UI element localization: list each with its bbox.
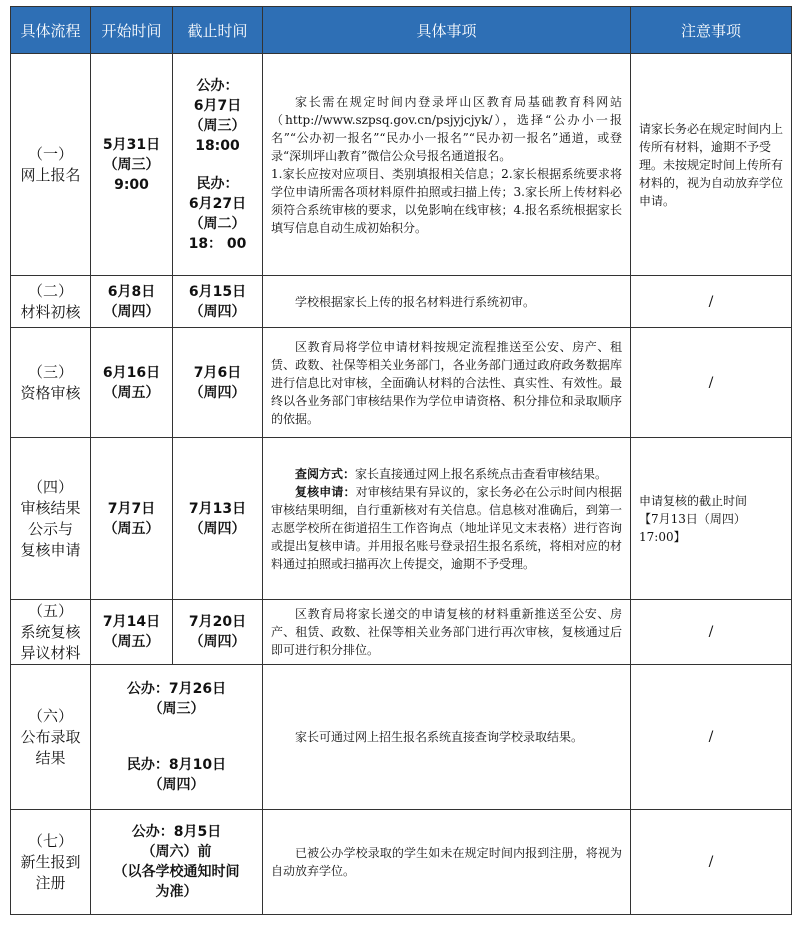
table-header-row (11, 7, 792, 54)
start-time-cell: 6月8日 （周四） (91, 276, 173, 328)
detail-cell: 家长可通过网上招生报名系统直接查询学校录取结果。 (263, 665, 631, 810)
stage-cell: （六） 公布录取 结果 (11, 665, 91, 810)
lookup-method-label: 查阅方式： (295, 466, 356, 481)
stage-cell: （七） 新生报到 注册 (11, 810, 91, 915)
stage-cell: （二） 材料初核 (11, 276, 91, 328)
table-row (11, 438, 792, 600)
detail-cell: 已被公办学校录取的学生如未在规定时间内报到注册，将视为自动放弃学位。 (263, 810, 631, 915)
detail-cell: 查阅方式：家长直接通过网上报名系统点击查看审核结果。 复核申请：对审核结果有异议的，家长务必在公示时间内根据审核结果明细，自行重新核对有关信息。信息核对准确后，到第一志愿学校所在街道招生工作咨询点（地址详见文末表格）进行咨询或提出复核申请。并用报名账号登录招生报名系统，将相对应的材料通过拍照或扫描再次上传提交，逾期不予受理。 (263, 438, 631, 600)
table-row (11, 665, 792, 810)
time-cell: 公办：7月26日 （周三） 民办：8月10日 （周四） (91, 665, 263, 810)
header-process: 具体流程 (11, 7, 91, 54)
end-time-cell: 7月20日 （周四） (173, 600, 263, 665)
end-time-cell: 7月6日 （周四） (173, 328, 263, 438)
header-start-time: 开始时间 (91, 7, 173, 54)
note-cell: / (631, 600, 792, 665)
note-cell: / (631, 810, 792, 915)
end-time-cell: 6月15日 （周四） (173, 276, 263, 328)
header-end-time: 截止时间 (173, 7, 263, 54)
detail-cell: 区教育局将家长递交的申请复核的材料重新推送至公安、房产、租赁、政数、社保等相关业务部门进行再次审核，复核通过后即可进行积分排位。 (263, 600, 631, 665)
stage-cell: （三） 资格审核 (11, 328, 91, 438)
detail-cell: 家长需在规定时间内登录坪山区教育局基础教育科网站（http://www.szpsq.gov.cn/psjyjcjyk/），选择“公办小一报名”“公办初一报名”“民办小一报名”“民办初一报名”通道，或登录“深圳坪山教育”微信公众号报名通道报名。 1.家长应按对应项目、类别填报相关信息；2.家长根据系统要求将学位申请所需各项材料原件拍照或扫描上传；3.家长所上传材料必须符合系统审核的要求，以免影响在线审核；4.报名系统根据家长填写信息自动生成初始积分。 (263, 54, 631, 276)
end-time-cell: 7月13日 （周四） (173, 438, 263, 600)
stage-cell: （一） 网上报名 (11, 54, 91, 276)
header-notes: 注意事项 (631, 7, 792, 54)
enrollment-schedule-table (10, 6, 792, 915)
review-request-label: 复核申请： (295, 484, 356, 499)
header-details: 具体事项 (263, 7, 631, 54)
start-time-cell: 5月31日 （周三） 9:00 (91, 54, 173, 276)
detail-cell: 学校根据家长上传的报名材料进行系统初审。 (263, 276, 631, 328)
note-cell: / (631, 665, 792, 810)
note-cell: / (631, 328, 792, 438)
note-cell: / (631, 276, 792, 328)
note-cell: 申请复核的截止时间 【7月13日（周四） 17:00】 (631, 438, 792, 600)
table-row (11, 600, 792, 665)
time-cell: 公办：8月5日 （周六）前 （以各学校通知时间 为准） (91, 810, 263, 915)
start-time-cell: 6月16日 （周五） (91, 328, 173, 438)
table-row (11, 810, 792, 915)
table-row (11, 54, 792, 276)
table-row (11, 276, 792, 328)
stage-cell: （五） 系统复核 异议材料 (11, 600, 91, 665)
detail-cell: 区教育局将学位申请材料按规定流程推送至公安、房产、租赁、政数、社保等相关业务部门，各业务部门通过政府政务数据库进行信息比对审核，全面确认材料的合法性、真实性、有效性。最终以各业务部门审核结果作为学位申请资格、积分排位和录取顺序的依据。 (263, 328, 631, 438)
start-time-cell: 7月7日 （周五） (91, 438, 173, 600)
table-row (11, 328, 792, 438)
end-time-cell: 公办： 6月7日 （周三） 18:00 民办： 6月27日 （周二） 18： 00 (173, 54, 263, 276)
note-cell: 请家长务必在规定时间内上传所有材料，逾期不予受理。未按规定时间上传所有材料的，视为自动放弃学位申请。 (631, 54, 792, 276)
stage-cell: （四） 审核结果 公示与 复核申请 (11, 438, 91, 600)
start-time-cell: 7月14日 （周五） (91, 600, 173, 665)
